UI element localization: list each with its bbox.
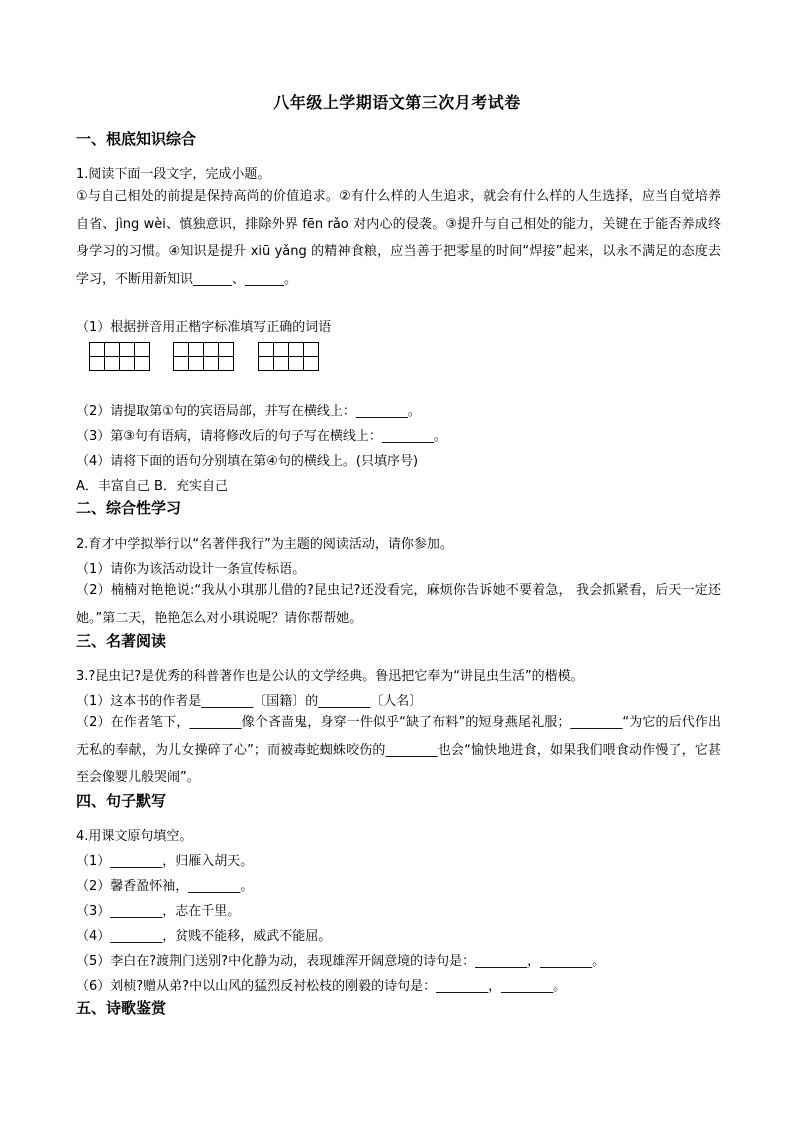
section-heading-5: 五、诗歌鉴赏: [76, 999, 167, 1017]
q4-item-3: （3）________，志在千里。: [76, 904, 241, 919]
answer-grid-1[interactable]: [89, 342, 149, 374]
section-heading-1: 一、根底知识综合: [76, 130, 197, 148]
q4-item-6: （6）刘桢?赠从弟?中以山风的猛烈反衬松枝的刚毅的诗句是：________，________。: [76, 979, 567, 994]
q4-intro: 4.用课文原句填空。: [76, 829, 193, 844]
section-heading-2: 二、综合性学习: [76, 499, 182, 517]
section-heading-3: 三、名著阅读: [76, 632, 167, 650]
q1-passage: ①与自己相处的前提是保持高尚的价值追求。②有什么样的人生追求，就会有什么样的人生选择，应当自觉培养自省、jìng wèi、慎独意识，排除外界 fēn rǎo 对内心的侵袭。③提升与自己相处的能力，关键在于能否养成终身学习的习惯。④知识是提升 xiū yǎng 的精神食粮，应当善于把零星的时间“焊接”起来，以永不满足的态度去学习，不断用新知识______、______。: [76, 189, 721, 287]
q4-item-5: （5）李白在?渡荆门送别?中化静为动，表现雄浑开阔意境的诗句是：________，________。: [76, 954, 606, 969]
q3-intro: 3.?昆虫记?是优秀的科普著作也是公认的文学经典。鲁迅把它奉为“讲昆虫生活”的楷模。: [76, 669, 584, 684]
page-title: 八年级上学期语文第三次月考试卷: [273, 93, 521, 112]
q3-sub1: （1）这本书的作者是________〔国籍〕的________〔人名〕: [76, 694, 423, 709]
answer-grid-3[interactable]: [258, 342, 318, 374]
q4-item-4: （4）________，贫贱不能移，威武不能屈。: [76, 929, 332, 944]
q1-options: A．丰富自己 B．充实自己: [76, 479, 228, 494]
q1-sub1: （1）根据拼音用正楷字标准填写正确的词语: [76, 320, 332, 335]
q1-sub4: （4）请将下面的语句分别填在第④句的横线上。(只填序号): [76, 454, 419, 469]
q4-item-2: （2）馨香盈怀袖，________。: [76, 879, 254, 894]
q2-sub1: （1）请你为该活动设计一条宣传标语。: [76, 562, 306, 577]
q1-sub2: （2）请提取第①句的宾语局部，并写在横线上：________。: [76, 404, 421, 419]
section-heading-4: 四、句子默写: [76, 792, 167, 810]
q1-intro: 1.阅读下面一段文字，完成小题。: [76, 167, 271, 182]
q2-intro: 2.育才中学拟举行以“名著伴我行”为主题的阅读活动，请你参加。: [76, 537, 453, 552]
answer-grid-2[interactable]: [173, 342, 233, 374]
q1-sub3: （3）第③句有语病，请将修改后的句子写在横线上：________。: [76, 429, 447, 444]
q2-sub2: （2）楠楠对艳艳说:“我从小琪那儿借的?昆虫记?还没看完，麻烦你告诉她不要着急， 我会抓紧看，后天一定还她。”第二天，艳艳怎么对小琪说呢？请你帮帮她。: [76, 583, 721, 626]
q4-item-1: （1）________，归雁入胡天。: [76, 854, 254, 869]
q3-sub2: （2）在作者笔下，________像个吝啬鬼，身穿一件似乎“缺了布料”的短身燕尾礼服；________“为它的后代作出无私的奉献，为儿女操碎了心”；而被毒蛇蜘蛛咬伤的________也会“愉快地进食，如果我们喂食动作慢了，它甚至会像婴儿般哭闹”。: [76, 715, 721, 785]
